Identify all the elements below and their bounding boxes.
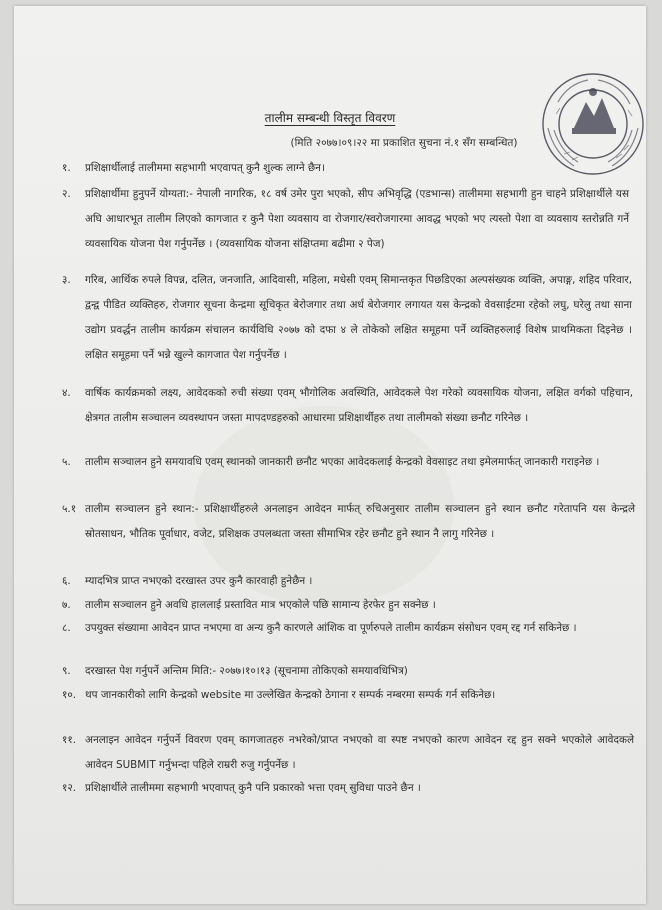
- list-item: [62, 268, 632, 393]
- item-number: ७.: [62, 599, 71, 611]
- item-number: १२.: [62, 782, 77, 794]
- item-number: १.: [62, 162, 71, 174]
- item-text: वार्षिक कार्यक्रमको लक्ष्य, आवेदकको रुची संख्या एवम् भौगोलिक अवस्थिति, आवेदकले पेश गरेको व्यवसायिक योजना, लक्षित वर्गको पहिचान, क्षेत्रगत तालीम सञ्चालन व्यवस्थापन जस्ता मापदण्डहरुको आधारमा प्रशिक्षार्थीहरु तथा तालीमको संख्या छनौट गरिनेछ ।: [85, 387, 633, 424]
- item-number: २.: [62, 188, 71, 200]
- list-item: [62, 683, 634, 733]
- list-item: [62, 450, 634, 500]
- item-text: उपयुक्त संख्यामा आवेदन प्राप्त नभएमा वा अन्य कुनै कारणले आंशिक वा पूर्णरुपले तालीम कार्यक्रम संसोधन एवम् रद्द गर्न सकिनेछ ।: [85, 622, 577, 634]
- item-text: प्रशिक्षार्थीले तालीममा सहभागी भएवापत् कुनै पनि प्रकारको भत्ता एवम् सुविधा पाउने छैन ।: [85, 782, 421, 794]
- document-page: [14, 6, 646, 904]
- list-item: [62, 728, 634, 778]
- list-item: [62, 381, 633, 456]
- item-number: ५.१: [62, 503, 77, 515]
- item-number: १०.: [62, 689, 77, 701]
- item-text: तालीम सञ्चालन हुने अवधि हाललाई प्रस्तावित मात्र भएकोले पछि सामान्य हेरफेर हुन सक्नेछ ।: [85, 599, 436, 611]
- list-item: [62, 156, 617, 181]
- item-number: ३.: [62, 274, 71, 286]
- item-number: ९.: [62, 665, 71, 677]
- item-text: म्यादभित्र प्राप्त नभएको दरखास्त उपर कुनै कारवाही हुनेछैन ।: [85, 575, 313, 587]
- list-item: [62, 776, 622, 801]
- item-number: ८.: [62, 622, 71, 634]
- list-item: [62, 182, 629, 282]
- terms-list: [14, 6, 646, 904]
- item-number: ११.: [62, 734, 77, 746]
- list-item: [62, 593, 622, 618]
- item-text: गरिब, आर्थिक रुपले विपन्न, दलित, जनजाति, आदिवासी, महिला, मधेसी एवम् सिमान्तकृत पिछडिएका अल्पसंख्यक व्यक्ति, अपाङ्ग, शहिद परिवार, द्वन्द्व पीडित व्यक्तिहरु, रोजगार सूचना केन्द्रमा सूचिकृत बेरोजगार तथा अर्ध बेरोजगार लगायत यस केन्द्रको वेवसाईटमा रहेको लघु, घरेलु तथा साना उद्योग प्रवर्द्धन तालीम कार्यक्रम संचालन कार्यविधि २०७७ को दफा ४ ले तोकेको लक्षित समूहमा पर्ने व्यक्तिहरुलाई विशेष प्राथमिकता दिइनेछ । लक्षित समूहमा पर्ने भन्ने खुल्ने कागजात पेश गर्नुपर्नेछ ।: [85, 274, 632, 361]
- list-item: [62, 569, 622, 594]
- item-text: तालीम सञ्चालन हुने समयावधि एवम् स्थानको जानकारी छनौट भएका आवेदकलाई केन्द्रको वेवसाइट तथा इमेलमार्फत् जानकारी गराइनेछ ।: [85, 456, 600, 468]
- item-text: थप जानकारीको लागि केन्द्रको website मा उल्लेखित केन्द्रको ठेगाना र सम्पर्क नम्बरमा सम्पर्क गर्न सकिनेछ।: [85, 689, 496, 701]
- list-item: [62, 659, 632, 684]
- item-text: प्रशिक्षार्थीमा हुनुपर्ने योग्यता:- नेपाली नागरिक, १८ वर्ष उमेर पुरा भएको, सीप अभिवृद्धि (एडभान्स) तालीममा सहभागी हुन चाहने प्रशिक्षार्थीले यस अघि आधारभूत तालीम लिएको कागजात र कुनै पेशा व्यवसाय वा रोजगार/स्वरोजगारमा आवद्ध भएको भए त्यस्तो पेशा वा व्यवसाय स्तरोन्नति गर्ने व्यवसायिक योजना पेश गर्नुपर्नेछ । (व्यवसायिक योजना संक्षिप्तमा बढीमा २ पेज): [85, 188, 629, 250]
- item-text: अनलाइन आवेदन गर्नुपर्ने विवरण एवम् कागजातहरु नभरेको/प्राप्त नभएको वा स्पष्ट नभएको कारण आवेदन रद्द हुन सक्ने भएकोले आवेदकले आवेदन SUBMIT गर्नुभन्दा पहिले राम्ररी रुजु गर्नुपर्नेछ ।: [85, 734, 634, 771]
- item-number: ६.: [62, 575, 71, 587]
- document-subtitle: (मिति २०७७।०९।२२ मा प्रकाशित सुचना नं.१ सँग सम्बन्धित): [290, 137, 518, 149]
- document-title: तालीम सम्बन्धी विस्तृत विवरण: [264, 111, 396, 125]
- item-text: दरखास्त पेश गर्नुपर्ने अन्तिम मिति:- २०७७।१०।१३ (सूचनामा तोकिएको समयावधिभित्र): [85, 665, 408, 677]
- list-item: [62, 497, 635, 572]
- item-text: तालीम सञ्चालन हुने स्थान:- प्रशिक्षार्थीहरुले अनलाइन आवेदन मार्फत् रुचिअनुसार तालीम सञ्चालन हुने स्थान छनौट गरेतापनि यस केन्द्रले स्रोतसाधन, भौतिक पूर्वाधार, वजेट, प्रशिक्षक उपलब्धता जस्ता सीमाभित्र रहेर छनौट हुने स्थान नै लागु गरिनेछ ।: [85, 503, 635, 540]
- item-number: ५.: [62, 456, 71, 468]
- item-number: ४.: [62, 387, 71, 399]
- item-text: प्रशिक्षार्थीलाई तालीममा सहभागी भएवापत् कुनै शुल्क लाग्ने छैन।: [85, 162, 325, 174]
